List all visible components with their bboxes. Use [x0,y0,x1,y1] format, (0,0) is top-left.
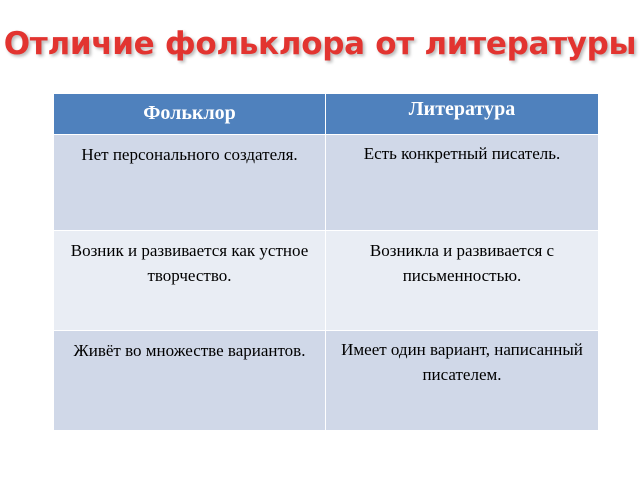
table-row [54,231,599,331]
table-cell-folklore: Живёт во множестве вариантов. [54,331,326,431]
slide-title: Отличие фольклора от литературы [3,26,637,62]
table-cell-folklore: Нет персонального создателя. [54,135,326,231]
table-cell-literature: Возникла и развивается с письменностью. [326,231,599,331]
table-cell-folklore: Возник и развивается как устное творчество. [54,231,326,331]
table-header-row [54,94,599,135]
table-cell-literature: Имеет один вариант, написанный писателем. [326,331,599,431]
table-cell-literature: Есть конкретный писатель. [326,135,599,231]
table-row [54,135,599,231]
comparison-table [53,93,599,431]
header-folklore: Фольклор [54,94,326,135]
header-literature: Литература [326,94,599,135]
table-row [54,331,599,431]
